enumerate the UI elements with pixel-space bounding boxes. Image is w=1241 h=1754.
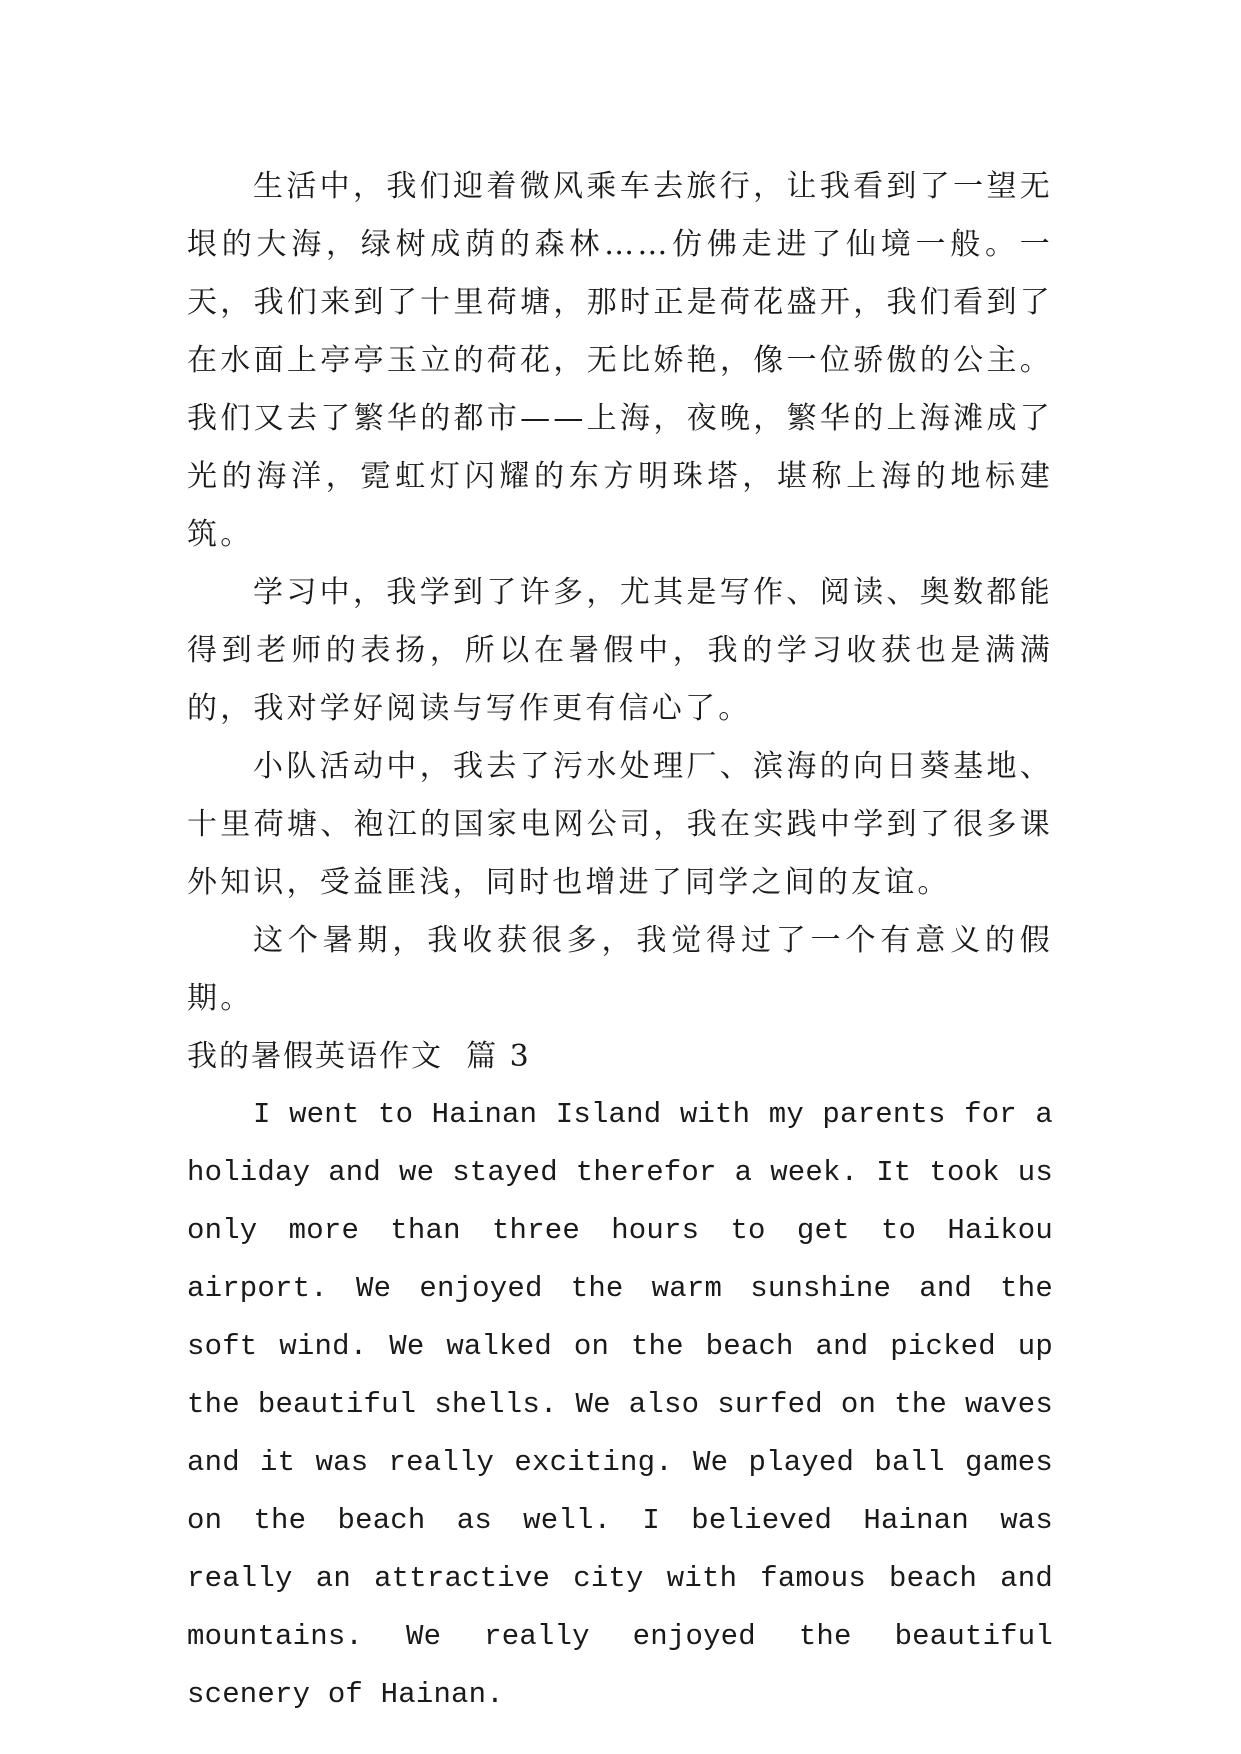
paragraph-travel: 生活中，我们迎着微风乘车去旅行，让我看到了一望无垠的大海，绿树成荫的森林……仿佛走进了仙境一般。一天，我们来到了十里荷塘，那时正是荷花盛开，我们看到了在水面上亭亭玉立的荷花，无比娇艳，像一位骄傲的公主。我们又去了繁华的都市——上海，夜晚，繁华的上海滩成了光的海洋，霓虹灯闪耀的东方明珠塔，堪称上海的地标建筑。 [187,169,1053,552]
section-heading: 我的暑假英语作文 篇 3 [187,1039,531,1074]
english-essay-paragraph: I went to Hainan Island with my parents for a holiday and we stayed therefor a week. It took us only more than three hours to get to Haikou airport. We enjoyed the warm sunshine and the soft wind. We walked on the beach and picked up the beautiful shells. We also surfed on the waves and it was really exciting. We played ball games on the beach as well. I believed Hainan was really an attractive city with famous beach and mountains. We really enjoyed the beautiful scenery of Hainan. [187,1098,1053,1711]
paragraph-team-activity: 小队活动中，我去了污水处理厂、滨海的向日葵基地、十里荷塘、袍江的国家电网公司，我在实践中学到了很多课外知识，受益匪浅，同时也增进了同学之间的友谊。 [187,749,1053,900]
document-body [187,158,1053,1724]
paragraph-summary: 这个暑期，我收获很多，我觉得过了一个有意义的假期。 [187,923,1053,1016]
paragraph-study: 学习中，我学到了许多，尤其是写作、阅读、奥数都能得到老师的表扬，所以在暑假中，我的学习收获也是满满的，我对学好阅读与写作更有信心了。 [187,575,1053,726]
